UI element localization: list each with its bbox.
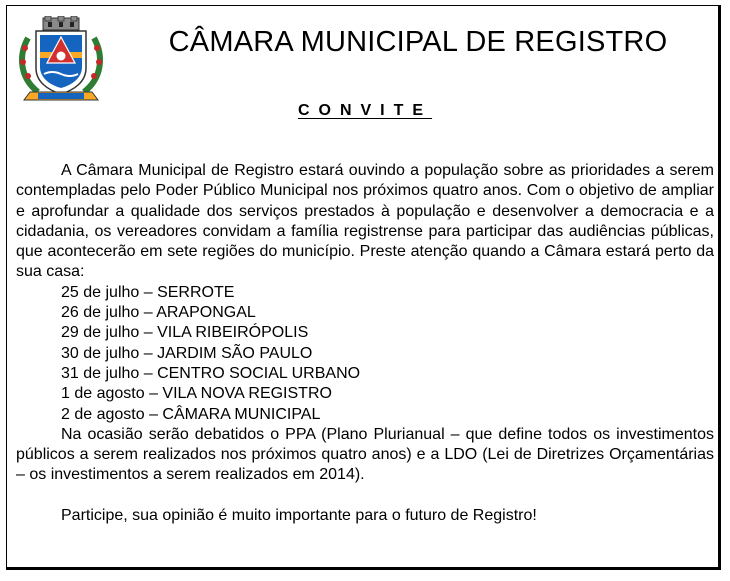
- paragraph-gap: [16, 486, 714, 506]
- schedule-item: 30 de julho – JARDIM SÃO PAULO: [61, 344, 313, 362]
- page-title: CÂMARA MUNICIPAL DE REGISTRO: [168, 26, 668, 58]
- invitation-heading: [0, 102, 730, 120]
- hearing-schedule: [16, 283, 714, 425]
- closing-paragraph: Participe, sua opinião é muito importante para o futuro de Registro!: [61, 506, 537, 524]
- schedule-item: 29 de julho – VILA RIBEIRÓPOLIS: [61, 324, 309, 342]
- municipal-coat-of-arms-icon: [16, 16, 106, 106]
- schedule-item: 1 de agosto – VILA NOVA REGISTRO: [61, 385, 332, 403]
- schedule-item: 31 de julho – CENTRO SOCIAL URBANO: [61, 364, 361, 382]
- invitation-body: [16, 161, 714, 526]
- schedule-item: 26 de julho – ARAPONGAL: [61, 304, 256, 322]
- intro-paragraph: A Câmara Municipal de Registro estará ouvindo a população sobre as prioridades a serem contempladas pelo Poder Público Municipal nos próximos quatro anos. Com o objetivo de ampliar e aprofundar a qualidade dos serviços prestados à população e desenvolver a democracia e a cidadania, os vereadores convidam a família registrense para participar das audiências públicas, que acontecerão em sete regiões do município. Preste atenção quando a Câmara estará perto da sua casa:: [16, 162, 714, 281]
- invitation-heading-text: CONVITE: [297, 102, 433, 119]
- debate-paragraph: Na ocasião serão debatidos o PPA (Plano Plurianual – que define todos os investimentos públicos a serem realizados nos próximos quatro anos) e a LDO (Lei de Diretrizes Orçamentárias – os investimentos a serem realizados em 2014).: [16, 425, 714, 484]
- schedule-item: 2 de agosto – CÂMARA MUNICIPAL: [61, 405, 321, 423]
- schedule-item: 25 de julho – SERROTE: [61, 283, 235, 301]
